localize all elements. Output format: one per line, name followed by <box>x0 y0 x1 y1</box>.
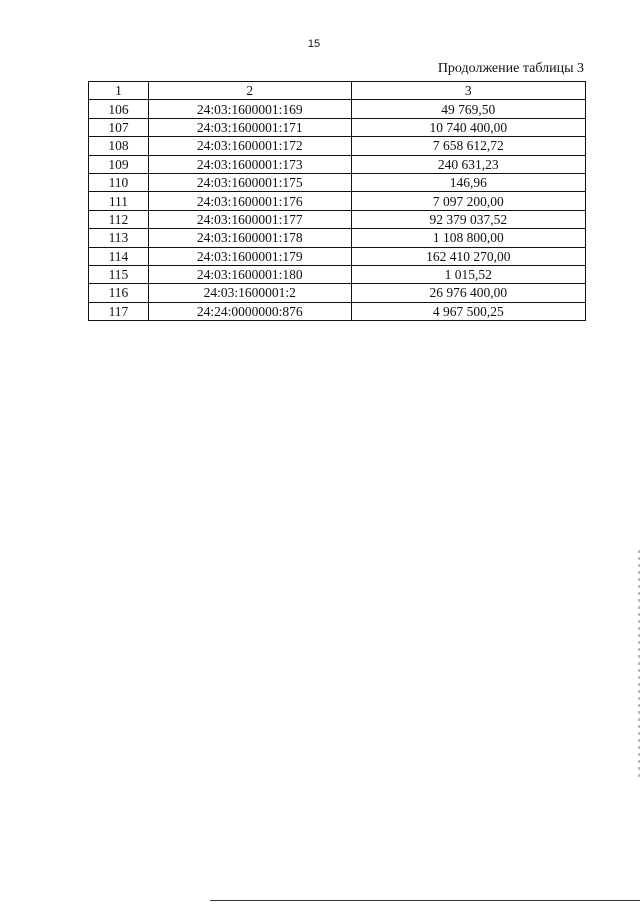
table-row <box>89 100 586 118</box>
value-cell: 162 410 270,00 <box>351 247 585 265</box>
value-cell: 10 740 400,00 <box>351 118 585 136</box>
value-cell: 49 769,50 <box>351 100 585 118</box>
cadastral-number-cell: 24:03:1600001:172 <box>148 137 351 155</box>
cadastral-number-cell: 24:03:1600001:2 <box>148 284 351 302</box>
row-number-cell: 115 <box>89 265 149 283</box>
cadastral-number-cell: 24:03:1600001:169 <box>148 100 351 118</box>
cadastral-number-cell: 24:03:1600001:178 <box>148 229 351 247</box>
value-cell: 4 967 500,25 <box>351 302 585 320</box>
cadastral-number-cell: 24:03:1600001:180 <box>148 265 351 283</box>
table-row <box>89 173 586 191</box>
row-number-cell: 112 <box>89 210 149 228</box>
page-number: 15 <box>307 38 321 50</box>
row-number-cell: 111 <box>89 192 149 210</box>
value-cell: 7 097 200,00 <box>351 192 585 210</box>
row-number-cell: 117 <box>89 302 149 320</box>
table-row <box>89 155 586 173</box>
value-cell: 146,96 <box>351 173 585 191</box>
cadastral-number-cell: 24:03:1600001:173 <box>148 155 351 173</box>
row-number-cell: 114 <box>89 247 149 265</box>
table-row <box>89 284 586 302</box>
value-cell: 92 379 037,52 <box>351 210 585 228</box>
table-row <box>89 229 586 247</box>
table-row <box>89 137 586 155</box>
value-cell: 1 108 800,00 <box>351 229 585 247</box>
table-row <box>89 192 586 210</box>
row-number-cell: 108 <box>89 137 149 155</box>
value-cell: 26 976 400,00 <box>351 284 585 302</box>
value-cell: 1 015,52 <box>351 265 585 283</box>
row-number-cell: 113 <box>89 229 149 247</box>
page-bottom-rule <box>210 900 640 901</box>
row-number-cell: 109 <box>89 155 149 173</box>
cadastral-number-cell: 24:03:1600001:176 <box>148 192 351 210</box>
value-cell: 7 658 612,72 <box>351 137 585 155</box>
row-number-cell: 110 <box>89 173 149 191</box>
cadastral-number-cell: 24:03:1600001:171 <box>148 118 351 136</box>
row-number-cell: 106 <box>89 100 149 118</box>
row-number-cell: 116 <box>89 284 149 302</box>
cadastral-number-cell: 24:03:1600001:175 <box>148 173 351 191</box>
cadastral-number-cell: 24:24:0000000:876 <box>148 302 351 320</box>
table-row <box>89 118 586 136</box>
column-header-3: 3 <box>351 82 585 100</box>
table-row <box>89 265 586 283</box>
table-row <box>89 247 586 265</box>
column-header-2: 2 <box>148 82 351 100</box>
table-row <box>89 210 586 228</box>
value-cell: 240 631,23 <box>351 155 585 173</box>
table-header-row <box>89 82 586 100</box>
cadastral-number-cell: 24:03:1600001:177 <box>148 210 351 228</box>
table-continuation-caption: Продолжение таблицы 3 <box>437 61 584 76</box>
data-table <box>88 81 586 321</box>
row-number-cell: 107 <box>89 118 149 136</box>
column-header-1: 1 <box>89 82 149 100</box>
table-row <box>89 302 586 320</box>
cadastral-number-cell: 24:03:1600001:179 <box>148 247 351 265</box>
